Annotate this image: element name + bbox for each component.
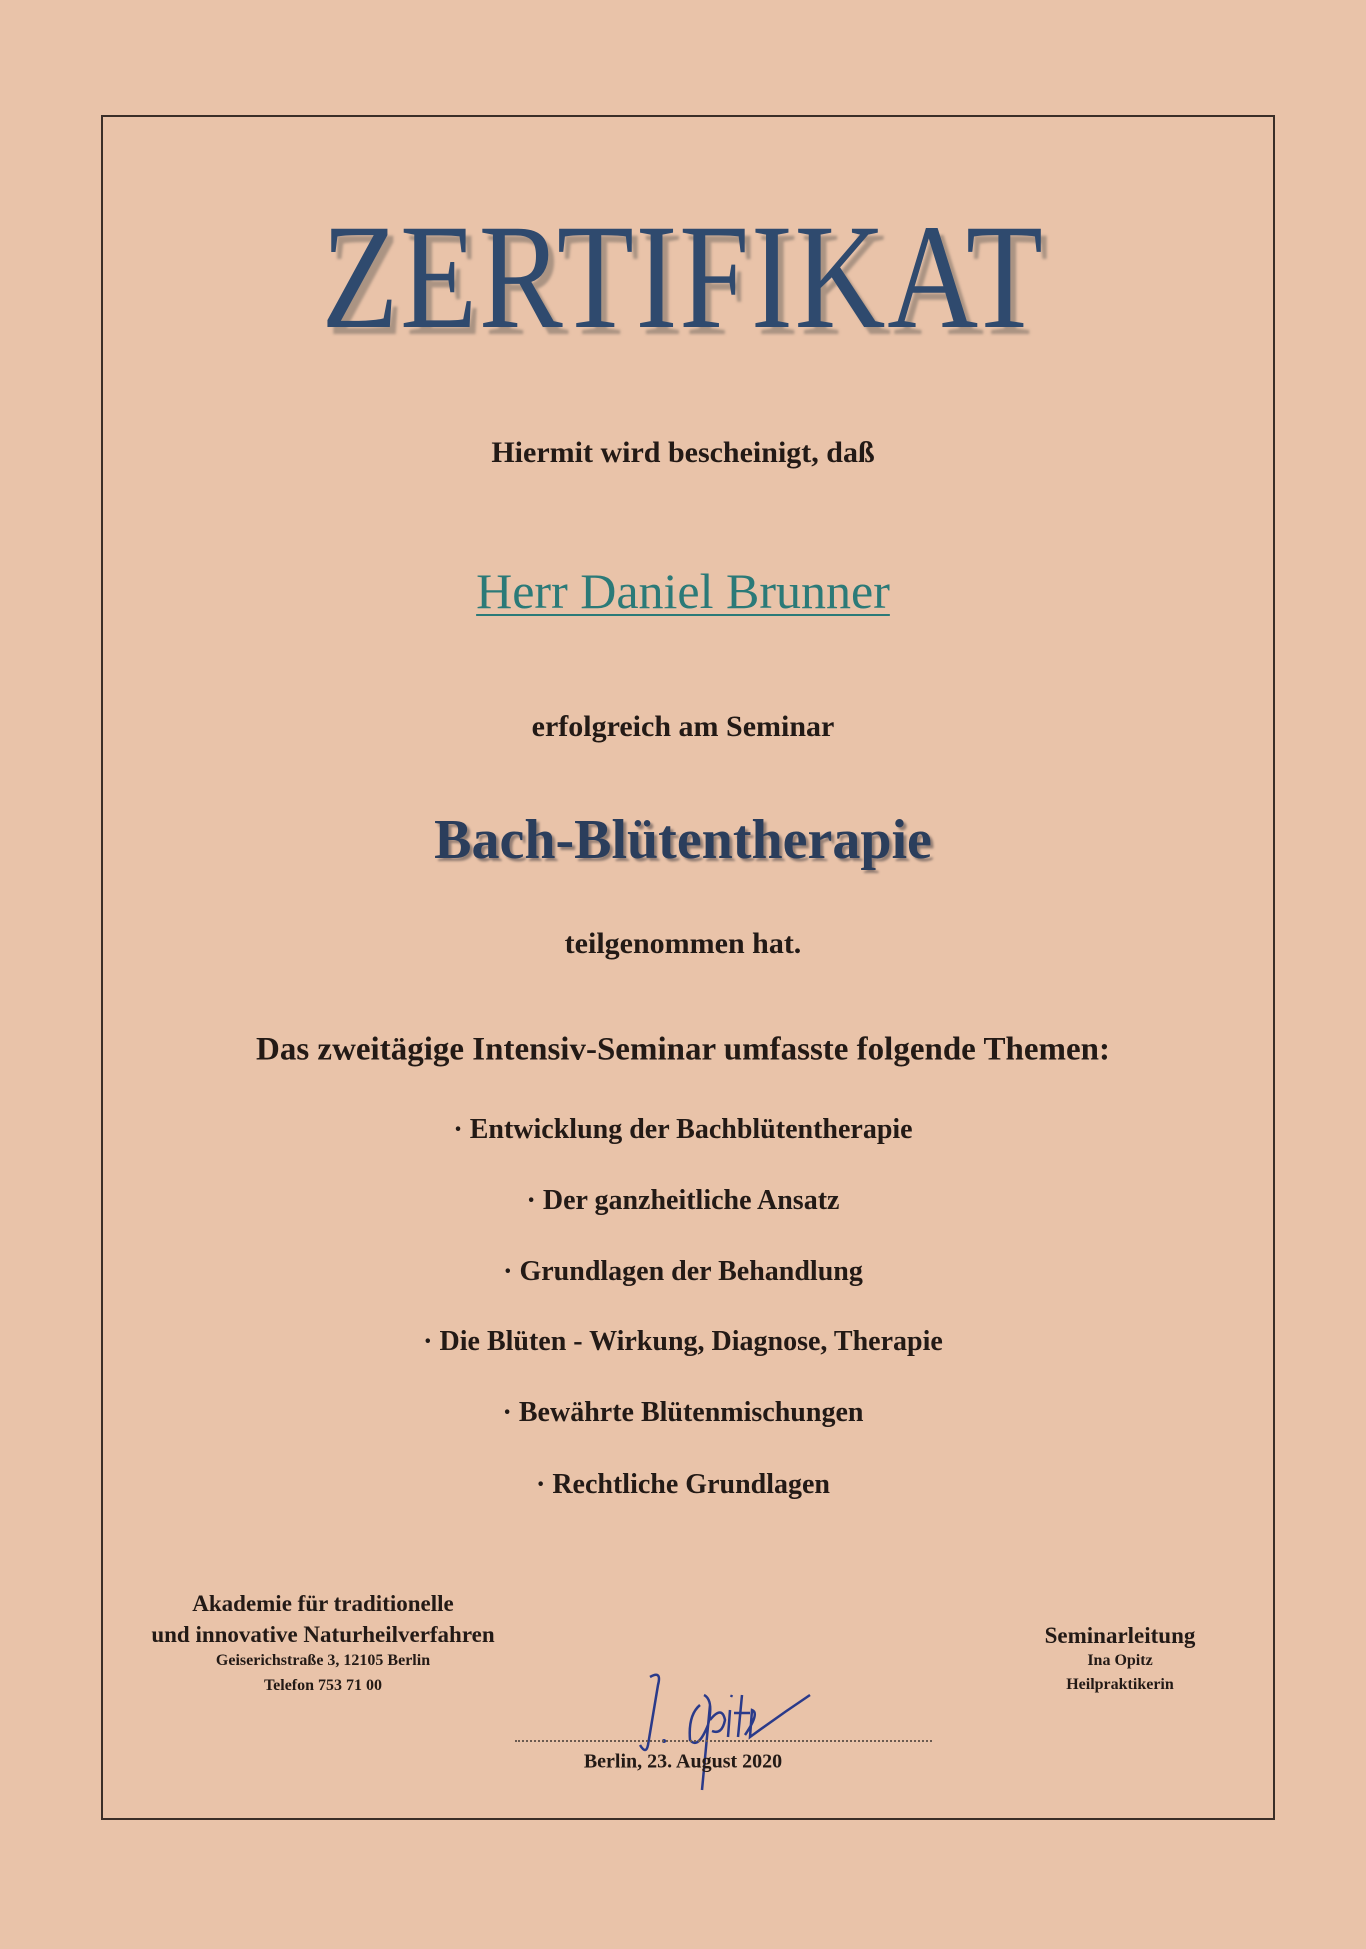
seminar-name: Bach-Blütentherapie <box>434 809 932 871</box>
topic-item: · Bewährte Blütenmischungen <box>502 1397 864 1428</box>
intro-text: Hiermit wird bescheinigt, daß <box>491 436 875 469</box>
leadership-label: Seminarleitung <box>1044 1623 1196 1648</box>
issuer-address: Geiserichstraße 3, 12105 Berlin <box>215 1652 431 1669</box>
recipient-name-text: Herr Daniel Brunner <box>476 563 890 619</box>
signature-image <box>630 1665 850 1795</box>
topics-heading: Das zweitägige Intensiv-Seminar umfasste folgende Themen: <box>256 1031 1110 1068</box>
issuer-phone: Telefon 753 71 00 <box>263 1677 383 1694</box>
topic-item: · Grundlagen der Behandlung <box>503 1256 863 1287</box>
leader-role: Heilpraktikerin <box>1066 1676 1174 1693</box>
recipient-name <box>0 562 1366 620</box>
topic-item: · Die Blüten - Wirkung, Diagnose, Therapie <box>423 1326 943 1357</box>
seminar-intro-text: erfolgreich am Seminar <box>531 710 835 743</box>
issuer-name-line1: Akademie für traditionelle <box>192 1591 454 1616</box>
issuer-name-line2: und innovative Naturheilverfahren <box>151 1622 495 1647</box>
certificate-title: ZERTIFIKAT <box>321 194 1045 360</box>
leader-name: Ina Opitz <box>1087 1652 1153 1669</box>
signature-line <box>515 1740 932 1742</box>
topic-item: · Der ganzheitliche Ansatz <box>526 1185 840 1216</box>
topic-item: · Rechtliche Grundlagen <box>536 1469 830 1500</box>
certificate-border <box>101 115 1275 1820</box>
place-date: Berlin, 23. August 2020 <box>583 1750 783 1773</box>
participated-text: teilgenommen hat. <box>564 927 802 960</box>
topic-item: · Entwicklung der Bachblütentherapie <box>453 1114 913 1145</box>
